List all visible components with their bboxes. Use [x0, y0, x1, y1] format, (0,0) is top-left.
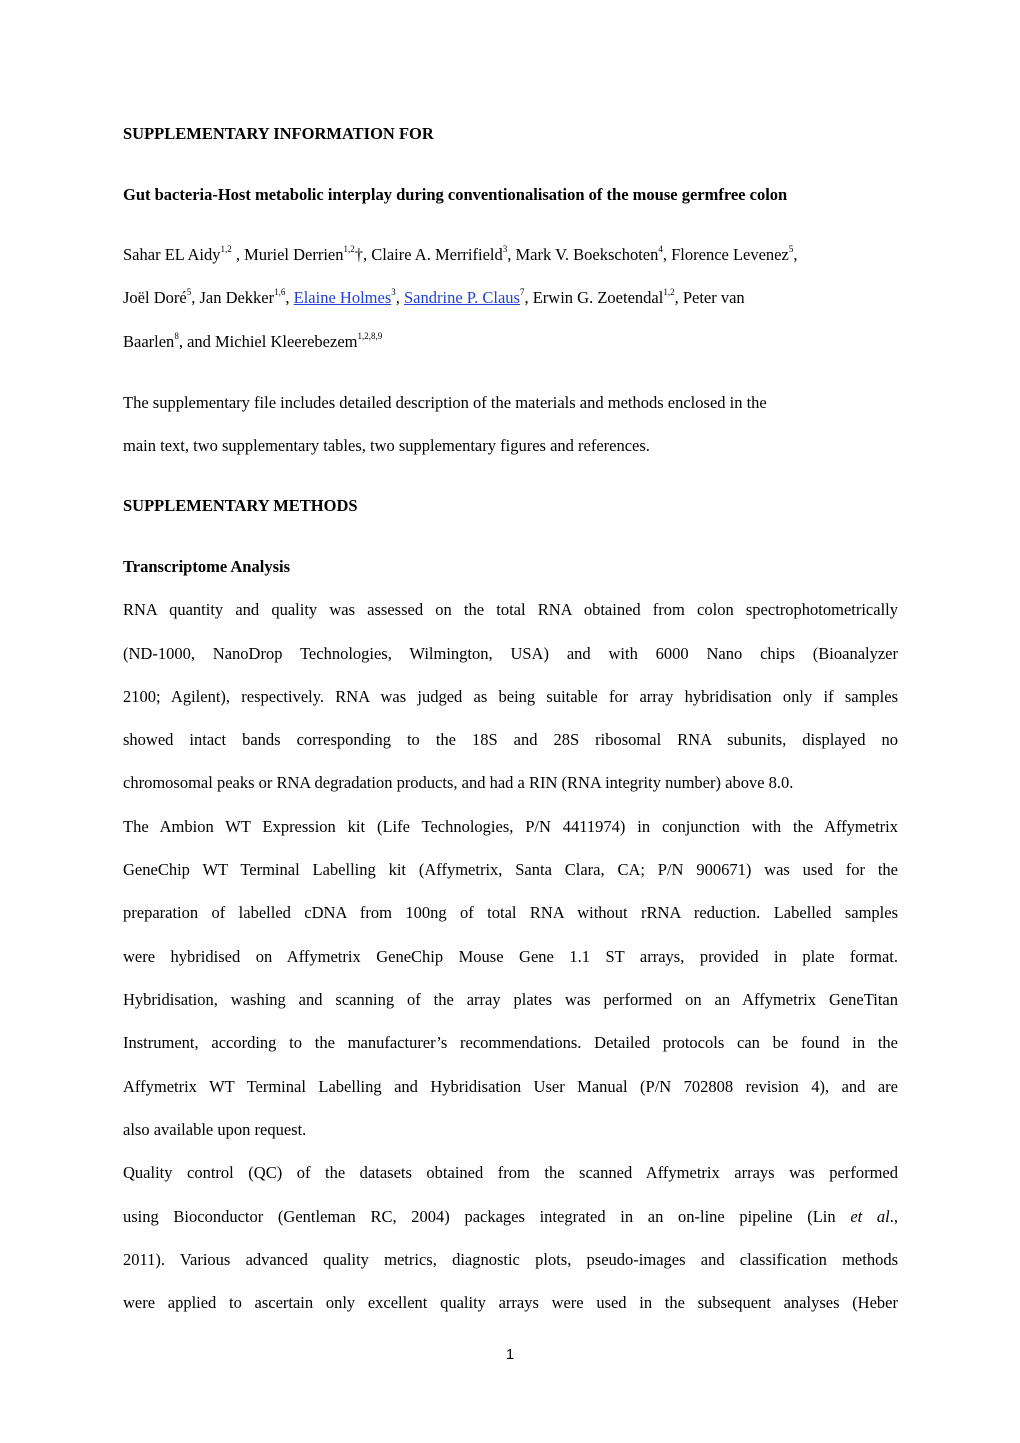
author-link-elaine-holmes[interactable]: Elaine Holmes: [293, 288, 392, 307]
author-name: †, Claire A. Merrifield: [354, 245, 503, 264]
affiliation-sup: 1,2: [343, 243, 355, 254]
author-name: Baarlen: [123, 332, 175, 351]
author-separator: ,: [395, 288, 404, 307]
body-line: also available upon request.: [123, 1120, 307, 1139]
body-line: were hybridised on Affymetrix GeneChip Mouse Gene 1.1 ST arrays, provided in plate format.: [123, 947, 898, 966]
author-name: , Peter van: [674, 288, 745, 307]
body-line: (ND-1000, NanoDrop Technologies, Wilmington, USA) and with 6000 Nano chips (Bioanalyzer: [123, 644, 898, 663]
body-line: The Ambion WT Expression kit (Life Technologies, P/N 4411974) in conjunction with the Affymetrix: [123, 817, 898, 836]
body-line: 2100; Agilent), respectively. RNA was judged as being suitable for array hybridisation only if samples: [123, 687, 898, 706]
affiliation-sup: 4: [658, 243, 663, 254]
author-separator: ,: [285, 288, 294, 307]
page-number: 1: [505, 1346, 515, 1363]
supplementary-heading: SUPPLEMENTARY INFORMATION FOR: [123, 124, 434, 143]
body-line: RNA quantity and quality was assessed on the total RNA obtained from colon spectrophotometrically: [123, 600, 898, 619]
affiliation-sup: 5: [186, 286, 192, 297]
author-name: Joël Doré: [123, 288, 187, 307]
body-line: Affymetrix WT Terminal Labelling and Hybridisation User Manual (P/N 702808 revision 4), and are: [123, 1077, 898, 1096]
affiliation-sup: 3: [502, 243, 508, 254]
body-line: were applied to ascertain only excellent quality arrays were used in the subsequent analyses (Heber: [123, 1293, 898, 1312]
author-name: Sahar EL Aidy: [123, 245, 221, 264]
body-text: using Bioconductor (Gentleman RC, 2004) packages integrated in an on-line pipeline (Lin: [123, 1207, 851, 1226]
body-line: showed intact bands corresponding to the 18S and 28S ribosomal RNA subunits, displayed no: [123, 730, 898, 749]
body-line: Instrument, according to the manufacturer’s recommendations. Detailed protocols can be found in the: [123, 1033, 898, 1052]
author-name: , Erwin G. Zoetendal: [524, 288, 664, 307]
body-line: [123, 1207, 898, 1227]
author-link-sandrine-claus[interactable]: Sandrine P. Claus: [404, 288, 520, 307]
affiliation-sup: 3: [391, 286, 396, 297]
body-line: Hybridisation, washing and scanning of the array plates was performed on an Affymetrix GeneTitan: [123, 990, 898, 1009]
affiliation-sup: 8: [174, 330, 179, 341]
body-line: chromosomal peaks or RNA degradation products, and had a RIN (RNA integrity number) above 8.0.: [123, 773, 794, 792]
affiliation-sup: 7: [519, 286, 525, 297]
author-name: , Jan Dekker: [191, 288, 275, 307]
body-text: .,: [889, 1207, 898, 1226]
body-line: Quality control (QC) of the datasets obtained from the scanned Affymetrix arrays was performed: [123, 1163, 898, 1182]
section-heading: SUPPLEMENTARY METHODS: [123, 496, 358, 515]
author-separator: ,: [793, 245, 798, 264]
body-text-italic: et al: [850, 1207, 890, 1226]
affiliation-sup: 1,2: [663, 286, 675, 297]
affiliation-sup: 1,6: [274, 286, 286, 297]
author-name: , and Michiel Kleerebezem: [178, 332, 358, 351]
body-line: preparation of labelled cDNA from 100ng of total RNA without rRNA reduction. Labelled samples: [123, 903, 898, 922]
intro-line-2: main text, two supplementary tables, two supplementary figures and references.: [123, 436, 650, 455]
author-name: , Mark V. Boekschoten: [507, 245, 659, 264]
author-line-1: [123, 245, 797, 265]
author-name: , Muriel Derrien: [231, 245, 344, 264]
author-line-3: [123, 332, 382, 352]
paper-title: Gut bacteria-Host metabolic interplay during conventionalisation of the mouse germfree colon: [123, 185, 788, 204]
body-line: GeneChip WT Terminal Labelling kit (Affymetrix, Santa Clara, CA; P/N 900671) was used for the: [123, 860, 898, 879]
affiliation-sup: 1,2,8,9: [357, 330, 383, 341]
author-line-2: [123, 288, 745, 308]
affiliation-sup: 1,2: [220, 243, 232, 254]
affiliation-sup: 5: [788, 243, 794, 254]
body-line: 2011). Various advanced quality metrics, diagnostic plots, pseudo-images and classification methods: [123, 1250, 898, 1269]
intro-line-1: The supplementary file includes detailed description of the materials and methods enclosed in the: [123, 393, 767, 412]
author-name: , Florence Levenez: [662, 245, 789, 264]
subsection-heading: Transcriptome Analysis: [123, 557, 290, 576]
